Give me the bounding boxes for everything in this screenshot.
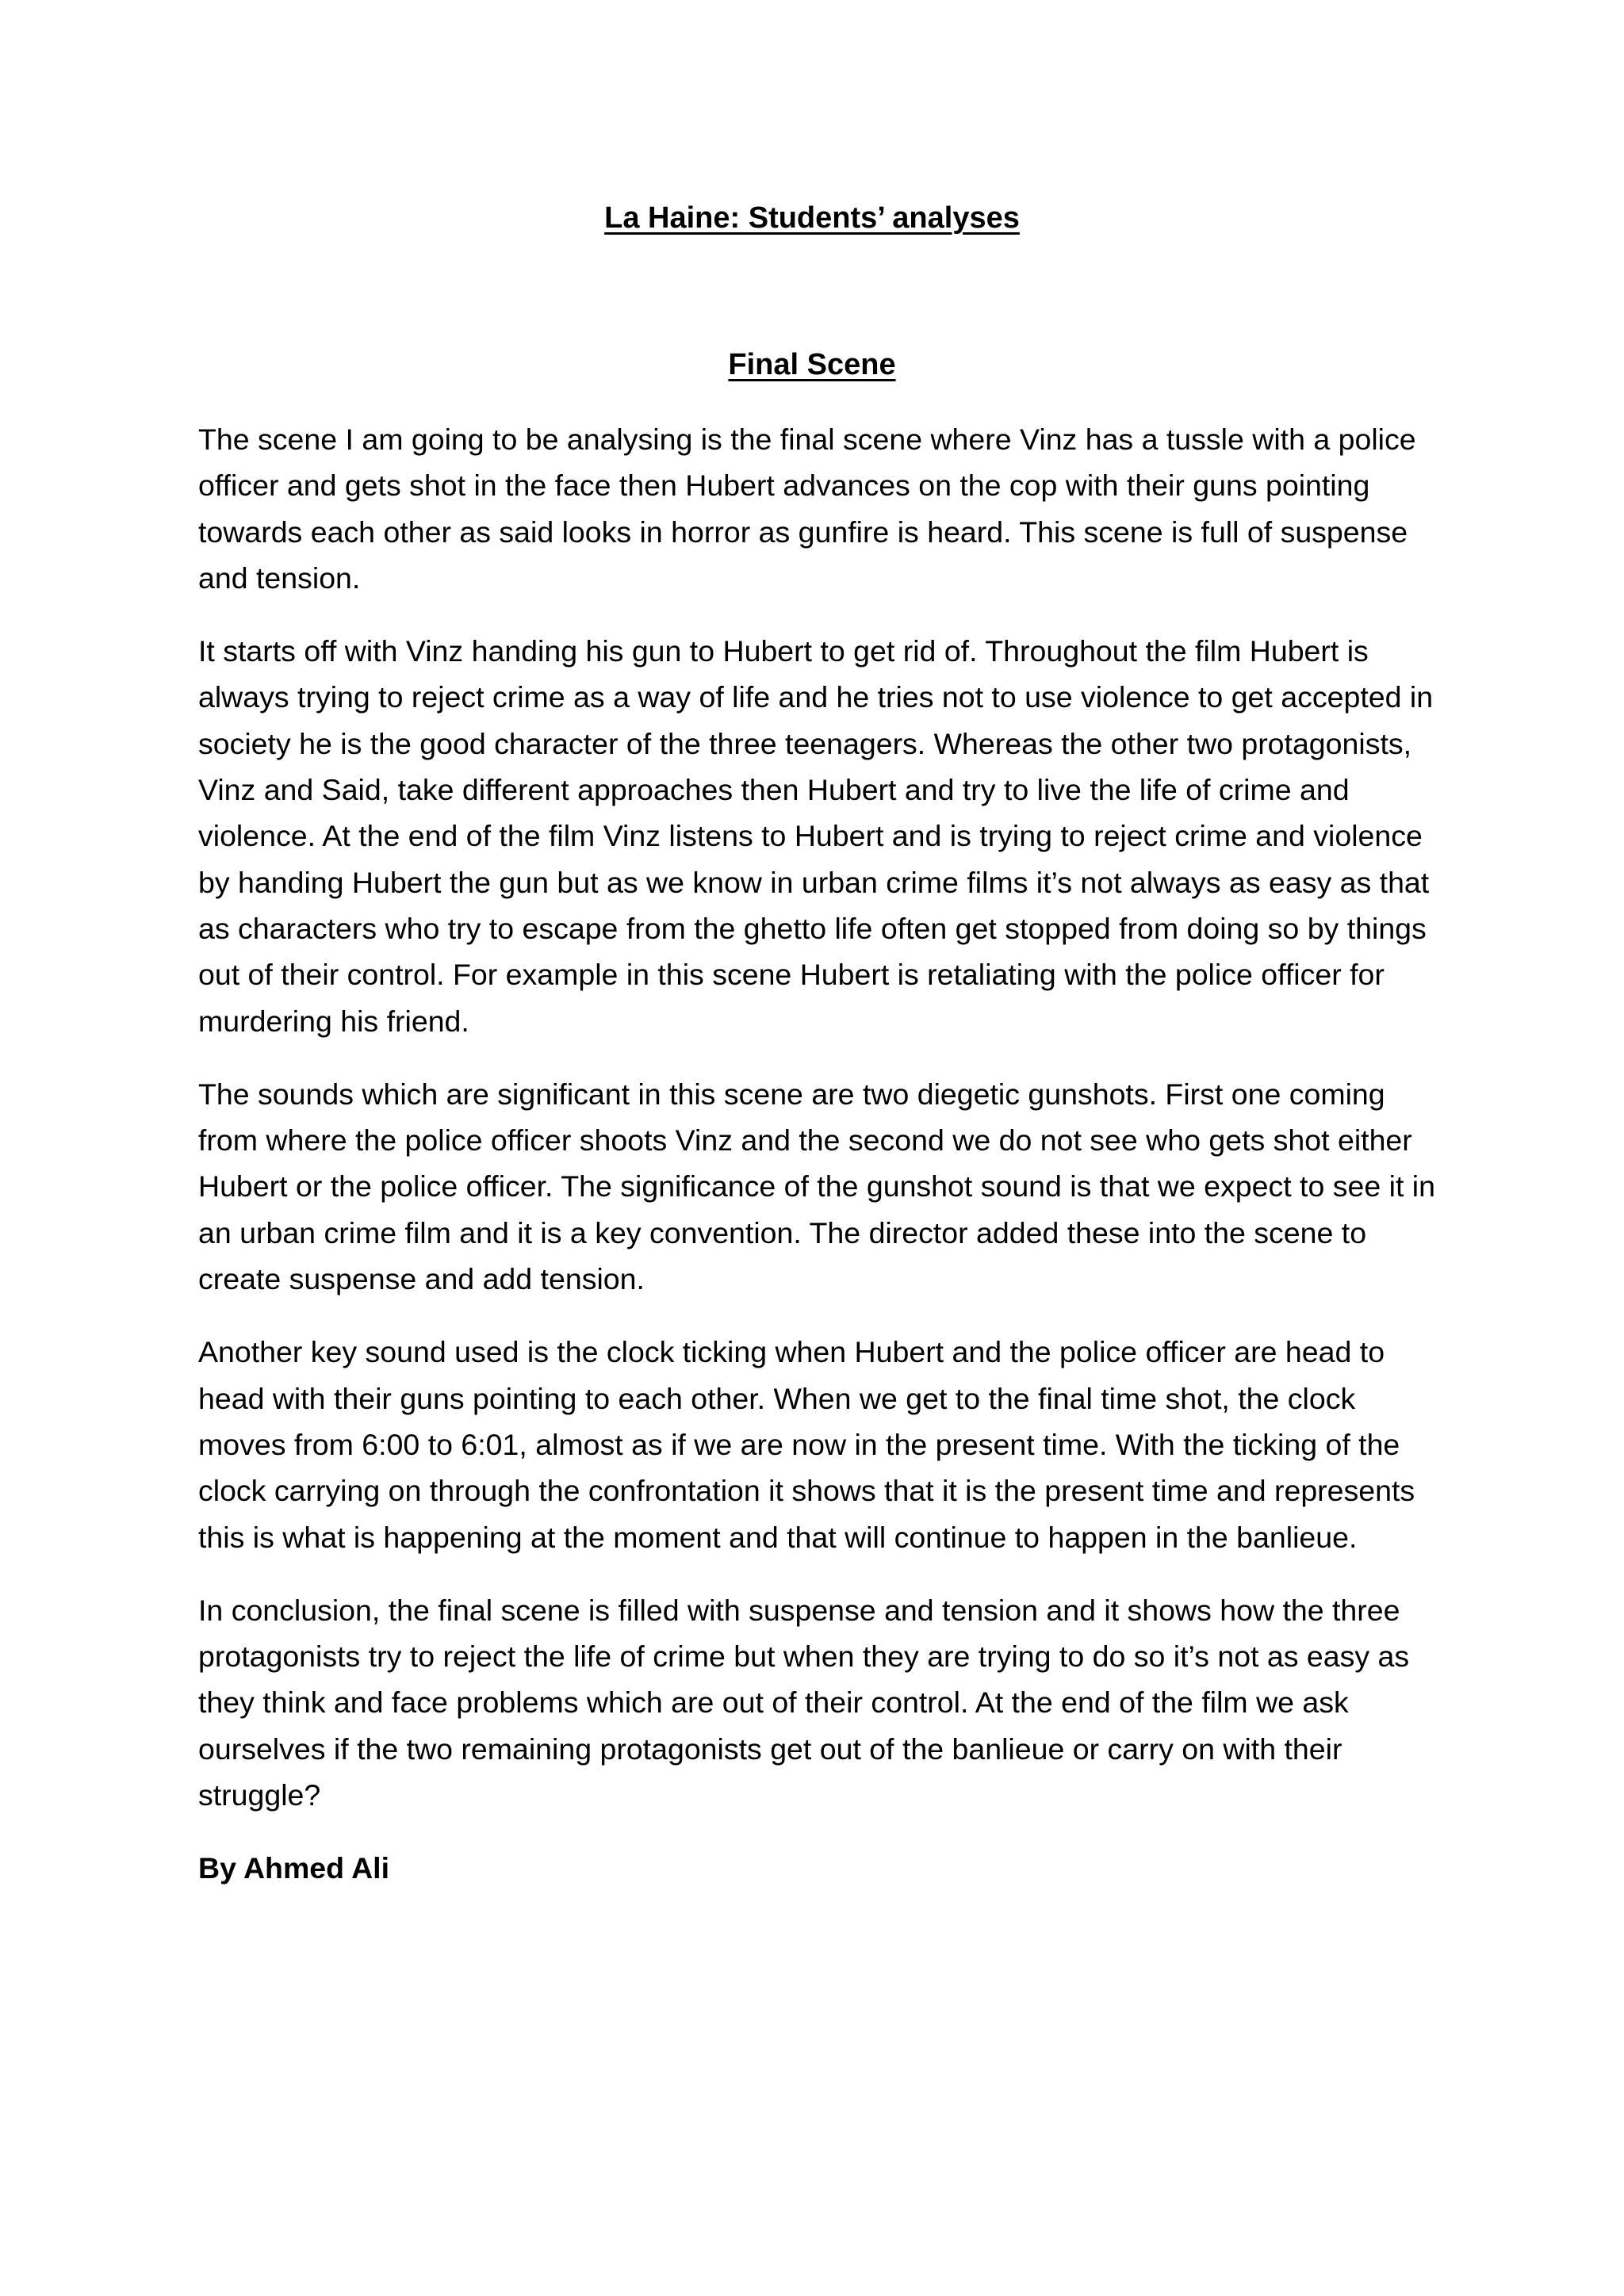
document-title-text: La Haine: Students’ analyses (604, 201, 1020, 235)
section-heading-text: Final Scene (728, 348, 896, 381)
document-title (0, 194, 1624, 242)
section-heading (0, 341, 1624, 388)
paragraph-gunshot-sounds: The sounds which are significant in this scene are two diegetic gunshots. First one coming from where the police officer shoots Vinz and the second we do not see who gets shot either Hubert or the police officer. The significance of the gunshot sound is that we expect to see it in an urban crime film and it is a key convention. The director added these into the scene to create suspense and add tension. (198, 1077, 1435, 1296)
author-byline: By Ahmed Ali (198, 1851, 390, 1885)
paragraph-gun-handover: It starts off with Vinz handing his gun to Hubert to get rid of. Throughout the film Hubert is always trying to reject crime as a way of life and he tries not to use violence to get accepted in society he is the good character of the three teenagers. Whereas the other two protagonists, Vinz and Said, take different approaches then Hubert and try to live the life of crime and violence. At the end of the film Vinz listens to Hubert and is trying to reject crime and violence by handing Hubert the gun but as we know in urban crime films it’s not always as easy as that as characters who try to escape from the ghetto life often get stopped from doing so by things out of their control. For example in this scene Hubert is retaliating with the police officer for murdering his friend. (198, 634, 1434, 1038)
paragraph-conclusion: In conclusion, the final scene is filled with suspense and tension and it shows how the three protagonists try to reject the life of crime but when they are trying to do so it’s not as easy as they think and face problems which are out of their control. At the end of the film we ask ourselves if the two remaining protagonists get out of the banlieue or carry on with their struggle? (198, 1593, 1410, 1812)
paragraph-intro: The scene I am going to be analysing is the final scene where Vinz has a tussle with a police officer and gets shot in the face then Hubert advances on the cop with their guns pointing towards each other as said looks in horror as gunfire is heard. This scene is full of suspense and tension. (198, 423, 1416, 595)
paragraph-clock-ticking: Another key sound used is the clock ticking when Hubert and the police officer are head to head with their guns pointing to each other. When we get to the final time shot, the clock moves from 6:00 to 6:01, almost as if we are now in the present time. With the ticking of the clock carrying on through the confrontation it shows that it is the present time and represents this is what is happening at the moment and that will continue to happen in the banlieue. (198, 1335, 1415, 1554)
document-body (198, 416, 1435, 1919)
